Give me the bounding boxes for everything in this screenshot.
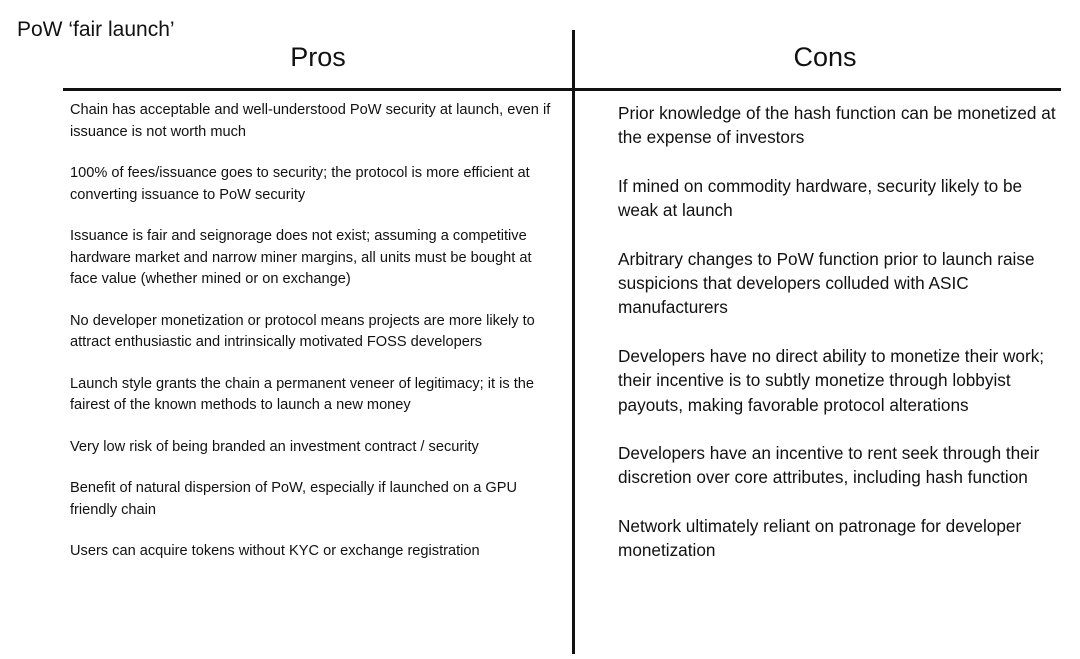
- pros-item: Very low risk of being branded an investment contract / security: [70, 438, 479, 455]
- cons-item: Developers have an incentive to rent seek through their discretion over core attributes, including hash function: [618, 443, 1040, 488]
- pros-header: Pros: [290, 42, 346, 72]
- slide-title: PoW ‘fair launch’: [17, 18, 175, 41]
- pros-item: Benefit of natural dispersion of PoW, especially if launched on a GPU friendly chain: [70, 480, 517, 518]
- pros-item: 100% of fees/issuance goes to security; the protocol is more efficient at converting issuance to PoW security: [70, 165, 530, 203]
- pros-item: Users can acquire tokens without KYC or exchange registration: [70, 543, 480, 559]
- cons-list: [618, 101, 1058, 587]
- cons-item: If mined on commodity hardware, security likely to be weak at launch: [618, 175, 1023, 221]
- header-divider: [63, 88, 1061, 91]
- cons-item: Arbitrary changes to PoW function prior to launch raise suspicions that developers colluded with ASIC manufacturers: [618, 248, 1035, 318]
- pros-item: Launch style grants the chain a permanent veneer of legitimacy; it is the fairest of the known methods to launch a new money: [70, 375, 535, 413]
- cons-item: Network ultimately reliant on patronage for developer monetization: [618, 515, 1022, 561]
- pros-item: No developer monetization or protocol means projects are more likely to attract enthusiastic and intrinsically motivated FOSS developers: [70, 312, 535, 350]
- cons-header: Cons: [793, 42, 857, 72]
- pros-item: Issuance is fair and seignorage does not exist; assuming a competitive hardware market and narrow miner margins, all units must be bought at face value (whether mined or on exchange): [70, 228, 532, 287]
- pros-item: Chain has acceptable and well-understood PoW security at launch, even if issuance is not worth much: [70, 102, 551, 140]
- column-divider: [572, 30, 575, 654]
- cons-item: Prior knowledge of the hash function can be monetized at the expense of investors: [618, 103, 1056, 148]
- cons-item: Developers have no direct ability to monetize their work; their incentive is to subtly monetize through lobbyist payouts, making favorable protocol alterations: [618, 345, 1045, 415]
- pros-list: [70, 100, 560, 583]
